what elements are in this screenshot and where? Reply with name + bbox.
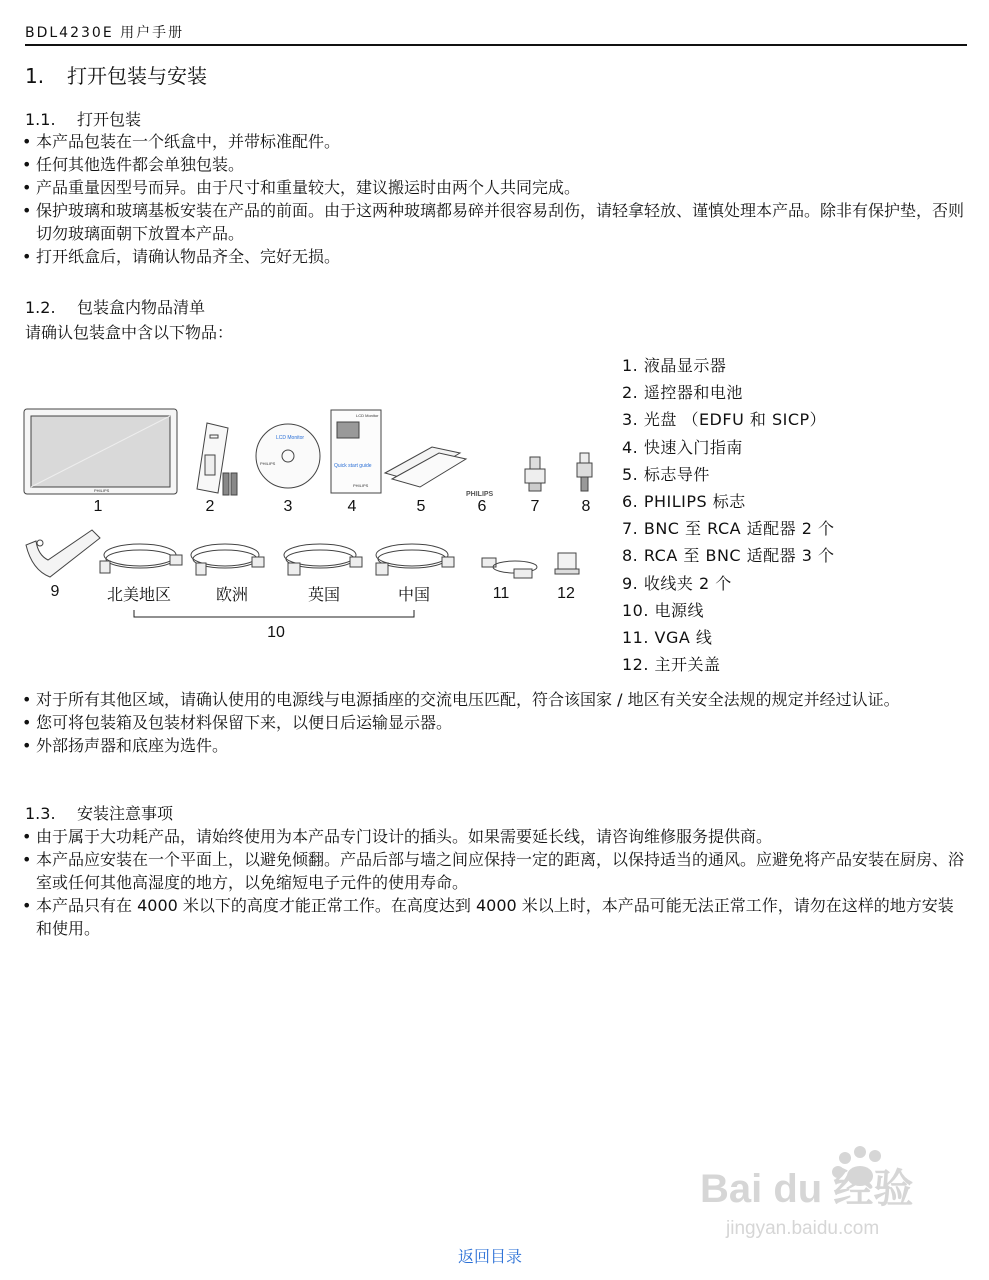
power-cord-europe-illustration — [191, 544, 264, 575]
watermark-url-text: jingyan.baidu.com — [726, 1218, 880, 1239]
list-item: 4. 快速入门指南 — [622, 437, 743, 457]
section-1-3-heading — [25, 801, 173, 824]
list-item: • 保护玻璃和玻璃基板安装在产品的前面。由于这两种玻璃都易碎并很容易刮伤，请轻拿轻放、谨慎处理本产品。除非有保护垫，否则切勿玻璃面朝下放置本产品。 — [20, 199, 965, 245]
main-switch-cover-illustration — [555, 553, 579, 574]
list-item: 10. 电源线 — [622, 600, 705, 620]
remote-control-illustration — [197, 423, 237, 495]
list-item: • 任何其他选件都会单独包装。 — [20, 153, 965, 176]
section-1-2-heading — [25, 295, 205, 318]
list-item: 11. VGA 线 — [622, 628, 713, 648]
figure-label: 9 — [50, 583, 60, 600]
installation-notes-bullet-list — [20, 825, 965, 940]
unpacking-bullet-list — [20, 130, 965, 268]
list-item: 5. 标志导件 — [622, 464, 710, 484]
guide-subtitle-text: Quick start guide — [334, 463, 372, 469]
list-item: 6. PHILIPS 标志 — [622, 492, 746, 512]
power-cord-north-america-illustration — [100, 544, 182, 573]
section-1-3-title: 安装注意事项 — [77, 804, 174, 823]
section-1-2-number: 1.2. — [25, 298, 56, 317]
logo-guide-illustration — [385, 447, 466, 487]
package-contents-intro: 请确认包装盒中含以下物品： — [25, 323, 234, 342]
list-item: • 本产品只有在 4000 米以下的高度才能正常工作。在高度达到 4000 米以上时，本产品可能无法正常工作，请勿在这样的地方安装和使用。 — [20, 894, 965, 940]
figure-label: 5 — [416, 498, 426, 515]
list-item: • 本产品应安装在一个平面上，以避免倾翻。产品后部与墙之间应保持一定的距离，以保持适当的通风。应避免将产品安装在厨房、浴室或任何其他高湿度的地方，以免缩短电子元件的使用寿命。 — [20, 848, 965, 894]
header-rule — [25, 44, 967, 46]
figure-label: 1 — [93, 498, 103, 515]
cd-brand-text: PHILIPS — [260, 461, 276, 466]
list-item: • 外部扬声器和底座为选件。 — [20, 734, 965, 757]
section-1-title: 打开包装与安装 — [67, 64, 207, 88]
figure-label: 4 — [347, 498, 357, 515]
list-item: 9. 收线夹 2 个 — [622, 573, 732, 593]
figure-label: 3 — [283, 498, 293, 515]
cable-clamp-illustration — [26, 530, 100, 577]
power-cords-group-bracket — [134, 610, 414, 617]
figure-label: 11 — [492, 585, 510, 602]
figure-label: 欧洲 — [215, 587, 249, 604]
list-item: • 打开纸盒后，请确认物品齐全、完好无损。 — [20, 245, 965, 268]
section-1-3-number: 1.3. — [25, 804, 56, 823]
section-1-2-title: 包装盒内物品清单 — [77, 298, 206, 317]
figure-labels — [51, 498, 591, 641]
figure-label: 英国 — [307, 587, 341, 604]
figure-label: 中国 — [397, 587, 431, 604]
figure-label: 7 — [530, 498, 540, 515]
list-item: • 对于所有其他区域，请确认使用的电源线与电源插座的交流电压匹配，符合该国家 / 地区有关安全法规的规定并经过认证。 — [20, 688, 965, 711]
monitor-brand-text: PHILIPS — [94, 488, 110, 493]
list-item: 7. BNC 至 RCA 适配器 2 个 — [622, 519, 835, 539]
watermark-brand-text: Bai du 经验 — [700, 1167, 914, 1211]
guide-title-text: LCD Monitor — [356, 413, 379, 418]
figure-group-label: 10 — [267, 624, 285, 641]
lcd-monitor-illustration — [24, 409, 177, 494]
figure-label: 北美地区 — [106, 587, 172, 604]
list-item: • 您可将包装箱及包装材料保留下来，以便日后运输显示器。 — [20, 711, 965, 734]
section-1-heading — [25, 60, 207, 89]
list-item: 2. 遥控器和电池 — [622, 383, 743, 403]
figure-label: 6 — [477, 498, 487, 515]
philips-logo-text: PHILIPS — [466, 491, 494, 498]
quick-start-guide-illustration — [331, 410, 381, 493]
bnc-to-rca-adapter-illustration — [525, 457, 545, 491]
list-item: • 产品重量因型号而异。由于尺寸和重量较大，建议搬运时由两个人共同完成。 — [20, 176, 965, 199]
figure-label: 12 — [557, 585, 575, 602]
guide-brand-text: PHILIPS — [353, 483, 369, 488]
section-1-1-number: 1.1. — [25, 110, 56, 129]
list-item: 12. 主开关盖 — [622, 655, 721, 675]
back-to-contents-link[interactable]: 返回目录 — [458, 1247, 523, 1266]
section-1-1-title: 打开包装 — [77, 110, 142, 129]
section-1-number: 1. — [25, 64, 45, 88]
power-cord-china-illustration — [376, 544, 454, 575]
figure-label: 2 — [205, 498, 215, 515]
package-notes-bullet-list — [20, 688, 965, 757]
power-cord-uk-illustration — [284, 544, 362, 575]
package-contents-figure — [20, 395, 610, 645]
baidu-jingyan-watermark — [700, 1140, 960, 1250]
document-header-title: BDL4230E 用户手册 — [25, 25, 185, 41]
list-item: 8. RCA 至 BNC 适配器 3 个 — [622, 546, 835, 566]
list-item: 3. 光盘 （EDFU 和 SICP） — [622, 410, 827, 430]
list-item: 1. 液晶显示器 — [622, 356, 727, 375]
vga-cable-illustration — [482, 558, 537, 578]
list-item: • 由于属于大功耗产品，请始终使用为本产品专门设计的插头。如果需要延长线，请咨询维修服务提供商。 — [20, 825, 965, 848]
package-items-list — [622, 352, 835, 678]
cd-title-text: LCD Monitor — [276, 435, 305, 441]
cd-illustration — [256, 424, 320, 488]
rca-to-bnc-adapter-illustration — [577, 453, 592, 491]
list-item: • 本产品包装在一个纸盒中，并带标准配件。 — [20, 130, 965, 153]
section-1-1-heading — [25, 107, 141, 130]
figure-label: 8 — [581, 498, 591, 515]
